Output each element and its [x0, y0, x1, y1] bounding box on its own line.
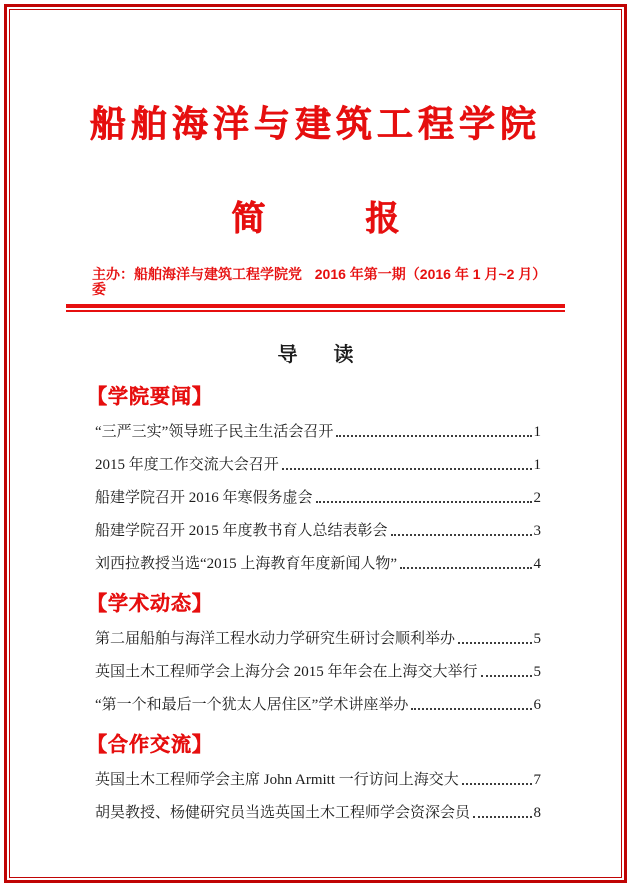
toc-section-cooperation — [66, 735, 565, 821]
toc-item-page: 6 — [533, 697, 541, 713]
toc-item-page: 1 — [533, 424, 541, 440]
toc-item-title: 英国土木工程师学会主席 John Armitt 一行访问上海交大 — [95, 772, 459, 788]
toc-section-college-news — [66, 387, 565, 572]
masthead-divider-rule — [66, 304, 565, 312]
toc-item — [95, 697, 541, 713]
dot-leader — [391, 534, 532, 536]
section-heading-cooperation: 【合作交流】 — [87, 734, 213, 756]
toc-item — [95, 523, 541, 539]
publisher-label: 主办：船舶海洋与建筑工程学院党委 — [92, 266, 302, 297]
toc-item — [95, 805, 541, 821]
toc-item-title: 船建学院召开 2016 年寒假务虚会 — [95, 490, 313, 506]
dot-leader — [336, 435, 531, 437]
bulletin-title — [66, 202, 565, 236]
toc-item-title: 胡昊教授、杨健研究员当选英国土木工程师学会资深会员 — [95, 805, 471, 821]
toc-item-page: 5 — [533, 631, 541, 647]
toc-item-title: 刘西拉教授当选“2015 上海教育年度新闻人物” — [95, 556, 398, 572]
toc-item — [95, 772, 541, 788]
toc-item — [95, 664, 541, 680]
dot-leader — [411, 708, 531, 710]
toc-item — [95, 490, 541, 506]
dot-leader — [458, 642, 531, 644]
toc-item — [95, 556, 541, 572]
dot-leader — [400, 567, 531, 569]
dot-leader — [282, 468, 532, 470]
toc-section-academic — [66, 594, 565, 713]
toc-item-page: 4 — [533, 556, 541, 572]
guide-heading — [66, 345, 565, 365]
toc-item-title: 英国土木工程师学会上海分会 2015 年年会在上海交大举行 — [95, 664, 478, 680]
toc-item-title: “三严三实”领导班子民主生活会召开 — [95, 424, 334, 440]
page-content — [66, 0, 565, 821]
toc-item-page: 5 — [533, 664, 541, 680]
toc-item-page: 3 — [533, 523, 541, 539]
dot-leader — [462, 783, 532, 785]
publisher-row — [66, 267, 565, 297]
bulletin-title-char: 简 — [231, 200, 266, 238]
toc-item-page: 8 — [533, 805, 541, 821]
guide-heading-char: 导 — [277, 344, 298, 366]
bulletin-title-char: 报 — [365, 200, 400, 238]
dot-leader — [473, 816, 531, 818]
toc-item — [95, 631, 541, 647]
toc-item — [95, 424, 541, 440]
section-heading-academic: 【学术动态】 — [87, 593, 213, 615]
toc-item-title: 第二届船舶与海洋工程水动力学研究生研讨会顺利举办 — [95, 631, 456, 647]
toc-item-title: “第一个和最后一个犹太人居住区”学术讲座举办 — [95, 697, 409, 713]
issue-info: 2016 年第一期（2016 年 1 月~2 月） — [314, 266, 547, 282]
toc-item-page: 1 — [533, 457, 541, 473]
toc-item-page: 2 — [533, 490, 541, 506]
dot-leader — [316, 501, 532, 503]
toc-item — [95, 457, 541, 473]
guide-heading-char: 读 — [333, 344, 354, 366]
toc-item-title: 2015 年度工作交流大会召开 — [95, 457, 279, 473]
toc-item-title: 船建学院召开 2015 年度教书育人总结表彰会 — [95, 523, 388, 539]
masthead-institution-title: 船舶海洋与建筑工程学院 — [89, 103, 541, 144]
section-heading-college-news: 【学院要闻】 — [87, 386, 213, 408]
dot-leader — [481, 675, 532, 677]
toc-item-page: 7 — [533, 772, 541, 788]
